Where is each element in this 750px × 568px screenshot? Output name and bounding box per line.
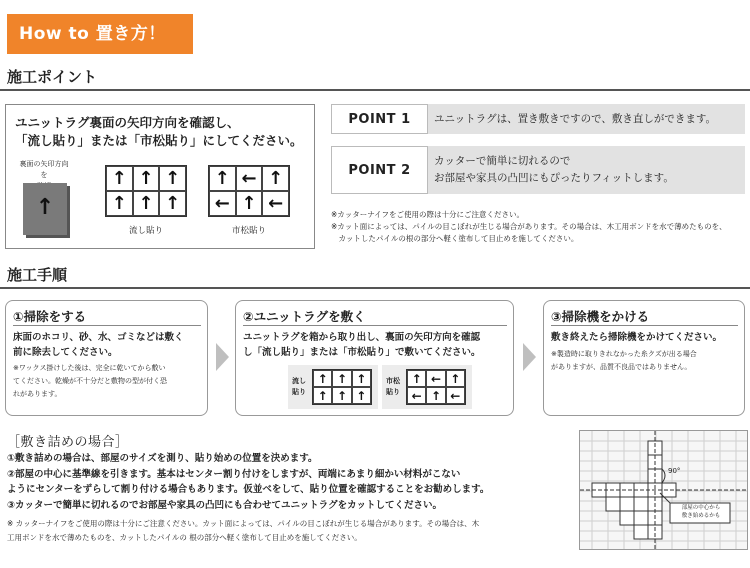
step-1-title: ①掃除をする (13, 309, 87, 324)
diagram-note-1: 部屋の中心から (681, 505, 721, 511)
intro-line-2: 「流し貼り」または「市松貼り」にしてください。 (15, 133, 303, 148)
nagashi-caption: 流し貼り (128, 226, 163, 236)
point-note-2: ※カット面によっては、パイルの目こぼれが生じる場合があります。その場合は、木工用ボンドを水で薄めたものを、 (331, 222, 727, 231)
arrow-up-icon: ↑ (407, 370, 426, 387)
step-3-card (543, 300, 745, 416)
section-divider (0, 287, 750, 289)
special-line-1: ①敷き詰めの場合は、部屋のサイズを測り、貼り始めの位置を決めます。 (7, 453, 318, 464)
special-line-3: ようにセンターをずらして割り付ける場合もあります。仮並べをして、貼り位置を確認することをお勧めします。 (7, 484, 490, 495)
step-2-line-1: ユニットラグを箱から取り出し、裏面の矢印方向を確認 (243, 332, 481, 343)
arrow-up-icon: ↑ (133, 166, 160, 191)
step-1-note-2: てください。乾燥が不十分だと敷物の型が付く恐 (13, 377, 167, 385)
step-1-note-1: ※ワックス掛けした後は、完全に乾いてから敷い (13, 364, 166, 372)
nagashi-mini-label-2: 貼り (292, 388, 306, 396)
arrow-left-icon: ← (407, 387, 426, 404)
point-1-label: POINT 1 (331, 104, 428, 134)
special-line-4: ③カッターで簡単に切れるのでお部屋や家具の凸凹にも合わせてユニットラグをカットしてください。 (7, 499, 442, 511)
ichimatsu-mini-panel (382, 365, 472, 409)
special-title: ［敷き詰めの場合］ (7, 435, 129, 450)
special-line-2: ②部屋の中心に基準線を引きます。基本はセンター割り付けをしますが、両端にあまり細かい材料がこない (7, 468, 461, 480)
arrow-left-icon: ← (446, 387, 465, 404)
step-2-line-2: し「流し貼り」または「市松貼り」で敷いてください。 (243, 347, 481, 358)
ichimatsu-mini-label-2: 貼り (386, 388, 400, 396)
special-text (7, 451, 489, 513)
rug-back-sample (23, 183, 67, 235)
section-divider (0, 89, 750, 91)
arrow-up-icon: ↑ (313, 370, 332, 387)
intro-line-1: ユニットラグ裏面の矢印方向を確認し、 (15, 115, 240, 130)
chevron-right-icon (216, 343, 229, 371)
nagashi-mini-label (292, 376, 306, 398)
diagram-note (672, 505, 730, 520)
arrow-up-icon: ↑ (133, 191, 160, 216)
point-2-label: POINT 2 (331, 146, 428, 194)
step-1-card (5, 300, 208, 416)
step-3-line-1: 敷き終えたら掃除機をかけてください。 (551, 332, 723, 343)
nagashi-mini-grid (312, 369, 372, 405)
floor-grid-svg (580, 431, 747, 549)
point-notes (331, 209, 747, 245)
arrow-up-icon: ↑ (159, 166, 186, 191)
point-1-text (428, 104, 745, 134)
ichimatsu-pattern-grid (208, 165, 290, 217)
ichimatsu-mini-label-1: 市松 (386, 377, 400, 385)
arrow-up-icon: ↑ (106, 166, 133, 191)
step-3-title: ③掃除機をかける (551, 309, 650, 324)
arrow-up-icon: ↑ (159, 191, 186, 216)
step-2-card (235, 300, 514, 416)
arrow-left-icon: ← (209, 191, 236, 216)
angle-label: 90° (668, 467, 681, 475)
step-1-line-1: 床面のホコリ、砂、水、ゴミなどは敷く (13, 332, 184, 343)
arrow-up-icon: ↑ (313, 387, 332, 404)
section-title-steps: 施工手順 (7, 266, 68, 284)
special-note-2: 工用ボンドを水で薄めたものを、カットしたパイルの 根の部分へ軽く塗布して目止めを施してください。 (7, 533, 362, 542)
sample-label-line-1: 裏面の矢印方向を (19, 160, 69, 179)
arrow-up-icon: ↑ (262, 166, 289, 191)
step-3-text (551, 330, 722, 345)
arrow-up-icon: ↑ (352, 370, 371, 387)
arrow-up-icon: ↑ (35, 195, 55, 220)
point-note-1: ※カッターナイフをご使用の際は十分にご注意ください。 (331, 210, 524, 219)
diagram-note-2: 敷き始めるかも (681, 512, 721, 519)
section-title-points: 施工ポイント (7, 68, 98, 86)
step-1-text (13, 330, 184, 360)
special-note-1: ※ カッターナイフをご使用の際は十分にご注意ください。カット面によっては、パイルの目こぼれが生じる場合があります。その場合は、木 (7, 519, 480, 528)
arrow-left-icon: ← (236, 166, 263, 191)
nagashi-mini-label-1: 流し (292, 377, 306, 385)
point-2-line-1: カッターで簡単に切れるので (434, 155, 571, 167)
point-2-text (428, 146, 745, 194)
chevron-right-icon (523, 343, 536, 371)
arrow-up-icon: ↑ (426, 387, 445, 404)
arrow-up-icon: ↑ (332, 387, 351, 404)
point-1-line: ユニットラグは、置き敷きですので、敷き直しができます。 (434, 112, 717, 125)
step-1-line-2: 前に除去してください。 (13, 347, 118, 358)
intro-panel (5, 104, 315, 249)
point-note-3: カットしたパイルの根の部分へ軽く塗布して目止めを施してください。 (331, 234, 579, 243)
step-divider (13, 325, 201, 326)
arrow-left-icon: ← (426, 370, 445, 387)
step-3-notes (551, 348, 697, 374)
how-to-banner: How to 置き方！ (7, 14, 193, 54)
arrow-up-icon: ↑ (332, 370, 351, 387)
step-2-title: ②ユニットラグを敷く (243, 309, 366, 324)
special-notes (7, 517, 479, 545)
step-2-text (243, 330, 481, 360)
nagashi-mini-panel (288, 365, 378, 409)
ichimatsu-mini-grid (406, 369, 466, 405)
arrow-left-icon: ← (262, 191, 289, 216)
step-divider (551, 325, 738, 326)
floor-layout-diagram (579, 430, 748, 550)
arrow-up-icon: ↑ (236, 191, 263, 216)
point-2-line-2: お部屋や家具の凸凹にもぴったりフィットします。 (434, 172, 674, 184)
nagashi-pattern-grid (105, 165, 187, 217)
step-divider (243, 325, 507, 326)
step-1-note-3: れがあります。 (13, 390, 62, 398)
step-1-notes (13, 362, 167, 401)
ichimatsu-mini-label (386, 376, 400, 398)
arrow-up-icon: ↑ (106, 191, 133, 216)
arrow-up-icon: ↑ (209, 166, 236, 191)
arrow-up-icon: ↑ (352, 387, 371, 404)
ichimatsu-caption: 市松貼り (231, 226, 266, 236)
arrow-up-icon: ↑ (446, 370, 465, 387)
step-3-note-2: がありますが、品質不良品ではありません。 (551, 363, 692, 371)
step-3-note-1: ※製造時に取りきれなかった糸クズが出る場合 (551, 350, 697, 358)
